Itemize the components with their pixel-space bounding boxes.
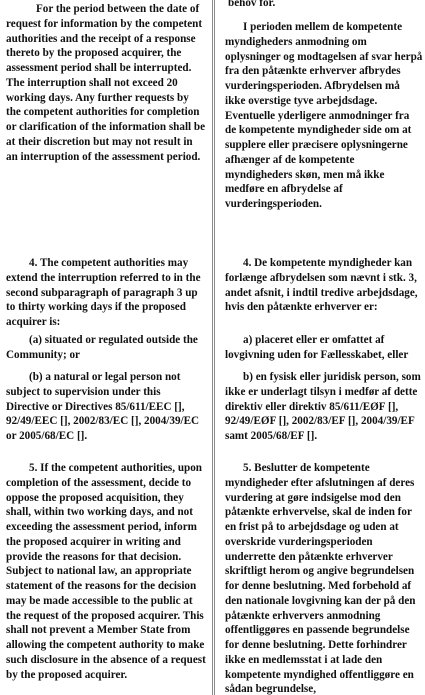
paragraph-4b-en: (b) a natural or legal person not subject to supervision under this Directive or Directives 85/611/EEC [], 92/49/EEC [], 2002/83/EC [], 2004/39/EC or 2005/68/EC []. xyxy=(6,371,200,442)
paragraph-4b-da: b) en fysisk eller juridisk person, som ikke er underlagt tilsyn i medfør af dette direktiv eller direktiv 85/611/EØF [], 92/49/EØF [], 2002/83/EF [], 2004/39/EF samt 2005/68/EF []. xyxy=(225,371,421,442)
paragraph-4a-en: (a) situated or regulated outside the Community; or xyxy=(6,334,198,361)
paragraph-interruption-en: For the period between the date of request for information by the competent authorities and the receipt of a response thereto by the proposed acquirer, the assessment period shall be interrupted. The interruption shall not exceed 20 working days. Any further requests by the competent authorities for completion or clarification of the information shall be at their discretion but may not result in an interruption of the assessment period. xyxy=(6,3,206,163)
paragraph-continuation-da: behov for. xyxy=(228,0,276,9)
paragraph-4a-da: a) placeret eller er omfattet af lovgivning uden for Fællesskabet, eller xyxy=(225,334,409,361)
paragraph-5-da: 5. Beslutter de kompetente myndigheder efter afslutningen af deres vurdering at gøre indsigelse mod den påtænkte erhvervelse, skal de inden for en frist på to arbejdsdage og uden at overskride vurderingsperioden underrette den påtænkte erhverver skriftligt herom og angive begrundelsen for denne beslutning. Med forbehold af den nationale lovgivning kan der på den påtænkte erhververs anmodning offentliggøres en passende begrundelse for denne beslutning. Dette forhindrer ikke en medlemsstat i at lade den kompetente myndighed offentliggøre en sådan begrundelse, xyxy=(225,462,416,695)
paragraph-4-da: 4. De kompetente myndigheder kan forlænge afbrydelsen som nævnt i stk. 3, andet afsnit, i indtil tredive arbejdsdage, hvis den påtænkte erhverver er: xyxy=(225,257,418,314)
danish-column xyxy=(214,0,425,695)
paragraph-interruption-da: I perioden mellem de kompetente myndigheders anmodning om oplysninger og modtagelsen af svar herpå fra den påtænkte erhverver afbrydes vurderingsperioden. Afbrydelsen må ikke overstige tyve arbejdsdage. Eventuelle yderligere anmodninger fra de kompetente myndigheder side om at supplere eller præcisere oplysningerne afhænger af de kompetente myndigheders skøn, men må ikke medføre en afbrydelse af vurderingsperioden. xyxy=(225,21,423,210)
paragraph-5-en: 5. If the competent authorities, upon completion of the assessment, decide to oppose the proposed acquisition, they shall, within two working days, and not exceeding the assessment period, inform the proposed acquirer in writing and provide the reasons for that decision. Subject to national law, an appropriate statement of the reasons for the decision may be made accessible to the public at the request of the proposed acquirer. This shall not prevent a Member State from allowing the competent authority to make such disclosure in the absence of a request by the proposed acquirer. xyxy=(6,462,206,681)
paragraph-4-en: 4. The competent authorities may extend the interruption referred to in the second subparagraph of paragraph 3 up to thirty working days if the proposed acquirer is: xyxy=(6,257,201,328)
